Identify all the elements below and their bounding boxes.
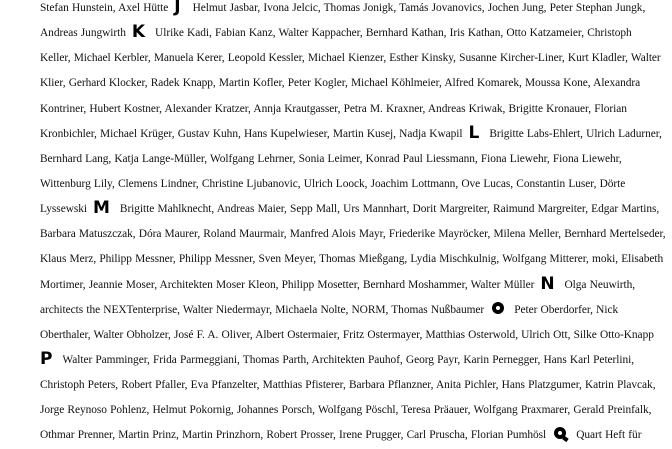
- section-letter-k: K: [131, 22, 146, 43]
- line-text: Oberthaler, Walter Obholzer, José F. A. Oliver, Albert Ostermaier, Fritz Ostermayer, Matthias Osterwold, Ulrich Ott, Silke Otto-Knapp: [40, 328, 654, 341]
- text-line-18: [40, 423, 672, 448]
- section-letter-q-icon: [554, 427, 566, 439]
- line-text: Wittenburg Lily, Clemens Lindner, Christine Ljubanovic, Ulrich Loock, Joachim Lottmann, Ove Lucas, Constantin Luser, Dörte: [40, 177, 626, 190]
- line-text: Ulrike Kadi, Fabian Kanz, Walter Kappacher, Bernhard Kathan, Iris Kathan, Otto Katzameier, Christoph: [155, 27, 632, 40]
- text-line-17: [40, 398, 672, 423]
- text-line-13: [40, 298, 672, 323]
- line-text: Bernhard Lang, Katja Lange-Müller, Wolfgang Lehrner, Sonia Leimer, Konrad Paul Liessmann, Fiona Liewehr, Fiona Liewehr,: [40, 152, 622, 165]
- section-letter-o-icon: [492, 302, 504, 314]
- text-line-5: [40, 97, 672, 122]
- text-line-9: [40, 197, 672, 222]
- text-line-1: [40, 0, 672, 21]
- text-line-14: [40, 323, 672, 348]
- line-text: architects the NEXTenterprise, Walter Niedermayr, Michaela Nolte, NORM, Thomas Nußbaumer: [40, 303, 485, 316]
- text-line-12: [40, 273, 672, 298]
- line-text: Helmut Jasbar, Ivona Jelcic, Thomas Jonigk, Tamás Jovanovics, Jochen Jung, Peter Stephan Jungk,: [192, 2, 646, 14]
- line-text: Jorge Reynoso Pohlenz, Helmut Pokornig, Johannes Porsch, Wolfgang Pöschl, Teresa Präauer, Wolfgang Praxmarer, Gerald Preinfalk,: [40, 404, 652, 417]
- line-text: Peter Oberdorfer, Nick: [514, 303, 619, 316]
- text-line-11: [40, 247, 672, 272]
- line-text: Kontriner, Hubert Kostner, Alexander Kratzer, Annja Krautgasser, Petra M. Kraxner, Andreas Kriwak, Brigitte Kronauer, Florian: [40, 102, 627, 115]
- line-text: Christoph Peters, Robert Pfaller, Eva Pfanzelter, Matthias Pfisterer, Barbara Pflanzner, Anita Pichler, Hans Platzgumer, Katrin Plavcak,: [40, 379, 656, 392]
- text-line-7: [40, 147, 672, 172]
- line-text: Mortimer, Jeannie Moser, Architekten Moser Kleon, Philipp Mosetter, Bernhard Moshammer, Walter Müller: [40, 278, 535, 291]
- text-line-15: [40, 348, 672, 373]
- line-text: Olga Neuwirth,: [564, 278, 636, 291]
- section-letter-l: L: [468, 122, 480, 143]
- section-letter-p: P: [40, 348, 53, 369]
- line-text: Quart Heft für: [576, 429, 642, 442]
- section-letter-j: J: [174, 0, 181, 17]
- line-text: Stefan Hunstein, Axel Hütte: [40, 2, 169, 14]
- text-line-4: [40, 71, 672, 96]
- text-line-10: [40, 222, 672, 247]
- line-text: Kronbichler, Michael Krüger, Gustav Kuhn, Hans Kupelwieser, Martin Kusej, Nadja Kwapil: [40, 127, 463, 140]
- line-text: Keller, Michael Kerbler, Manuela Kerer, Leopold Kessler, Michael Kienzer, Esther Kinsky, Susanne Kircher-Liner, Kurt Kladler, Walter: [40, 52, 661, 65]
- line-text: Barbara Matuszczak, Dóra Maurer, Roland Maurmair, Manfred Alois Mayr, Friederike Mayröcker, Milena Meller, Bernhard Mertelseder,: [40, 228, 666, 241]
- line-text: Walter Pamminger, Frida Parmeggiani, Thomas Parth, Architekten Pauhof, Georg Payr, Karin Pernegger, Hans Karl Peterlini,: [62, 353, 635, 366]
- name-index-document: [40, 0, 672, 449]
- section-letter-m: M: [93, 198, 110, 219]
- line-text: Brigitte Mahlknecht, Andreas Maier, Sepp Mall, Urs Mannhart, Dorit Margreiter, Raimund Margreiter, Edgar Martins,: [119, 203, 660, 216]
- text-line-8: [40, 172, 672, 197]
- line-text: Andreas Jungwirth: [40, 27, 126, 40]
- line-text: Klier, Gerhard Klocker, Radek Knapp, Martin Kofler, Peter Kogler, Michael Köhlmeier, Alfred Komarek, Moussa Kone, Alexandra: [40, 77, 641, 90]
- line-text: Othmar Prenner, Martin Prinz, Martin Prinzhorn, Robert Prosser, Irene Prugger, Carl Pruscha, Florian Pumhösl: [40, 429, 547, 442]
- section-letter-n: N: [540, 273, 555, 294]
- text-line-16: [40, 373, 672, 398]
- text-line-3: [40, 46, 672, 71]
- line-text: Lyssewski: [40, 203, 88, 216]
- text-line-6: [40, 122, 672, 147]
- line-text: Klaus Merz, Philipp Messner, Philipp Messner, Sven Meyer, Thomas Mießgang, Lydia Mischkulnig, Wolfgang Mitterer, moki, Elisabeth: [40, 253, 664, 266]
- text-line-2: [40, 21, 672, 46]
- line-text: Brigitte Labs-Ehlert, Ulrich Ladurner,: [489, 127, 662, 140]
